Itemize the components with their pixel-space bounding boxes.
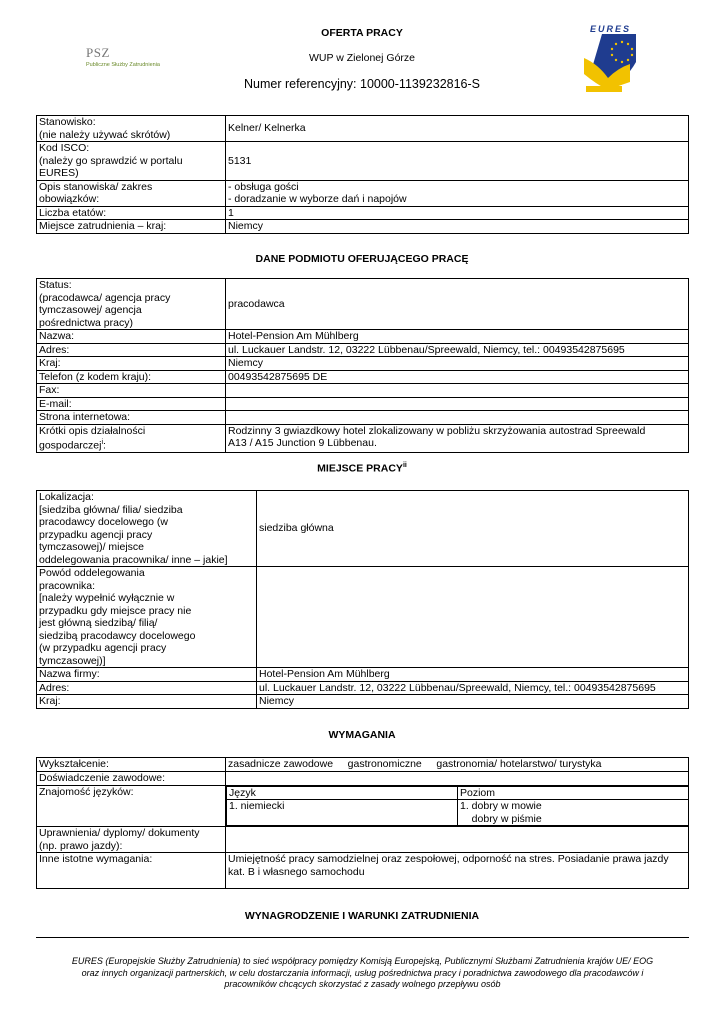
- phone-value: 00493542875695 DE: [226, 370, 689, 384]
- table-row: [37, 424, 689, 453]
- employer-address-label: Adres:: [37, 343, 226, 357]
- document-title: OFERTA PRACY: [321, 27, 403, 39]
- language-level: 1. dobry w mowie dobry w piśmie: [458, 800, 689, 826]
- languages-header-row: [227, 786, 689, 800]
- permits-value: [226, 827, 689, 853]
- position-table: [36, 115, 689, 234]
- position-label: Stanowisko: (nie należy używać skrótów): [37, 116, 226, 142]
- table-row: [37, 279, 689, 330]
- isco-label: Kod ISCO: (należy go sprawdzić w portalu EURES): [37, 142, 226, 181]
- table-row: [37, 827, 689, 853]
- employment-country-value: Niemcy: [226, 220, 689, 234]
- table-row: [37, 343, 689, 357]
- employer-name-label: Nazwa:: [37, 330, 226, 344]
- reference-number: Numer referencyjny: 10000-1139232816-S: [243, 77, 481, 91]
- fax-value: [226, 384, 689, 398]
- eures-logo-text: EURES: [590, 24, 632, 34]
- delegation-reason-value: [257, 567, 689, 668]
- location-label: Lokalizacja: [siedziba główna/ filia/ siedziba pracodawcy docelowego (w przypadku agencji pracy tymczasowej)/ miejsce oddelegowania pracownika/ inne – jakie]: [37, 491, 257, 567]
- employer-country-value: Niemcy: [226, 357, 689, 371]
- table-row: [37, 330, 689, 344]
- positions-count-label: Liczba etatów:: [37, 206, 226, 220]
- experience-label: Doświadczenie zawodowe:: [37, 772, 226, 786]
- isco-value: 5131: [226, 142, 689, 181]
- employer-table: [36, 278, 689, 453]
- permits-label: Uprawnienia/ dyplomy/ dokumenty (np. prawo jazdy):: [37, 827, 226, 853]
- employer-address-value: ul. Luckauer Landstr. 12, 03222 Lübbenau/Spreewald, Niemcy, tel.: 00493542875695: [226, 343, 689, 357]
- website-label: Strona internetowa:: [37, 411, 226, 425]
- table-row: [37, 206, 689, 220]
- table-row: [37, 384, 689, 398]
- phone-label: Telefon (z kodem kraju):: [37, 370, 226, 384]
- positions-count-value: 1: [226, 206, 689, 220]
- workplace-address-label: Adres:: [37, 681, 257, 695]
- workplace-table: [36, 490, 689, 709]
- table-row: [37, 411, 689, 425]
- table-row: [37, 758, 689, 772]
- other-requirements-value: Umiejętność pracy samodzielnej oraz zespołowej, odporność na stres. Posiadanie prawa jazdy kat. B i własnego samochodu: [226, 853, 689, 889]
- company-name-value: Hotel-Pension Am Mühlberg: [257, 668, 689, 682]
- employer-section-heading: DANE PODMIOTU OFERUJĄCEGO PRACĘ: [255, 253, 469, 265]
- language-name: 1. niemiecki: [227, 800, 458, 826]
- workplace-heading-text: MIEJSCE PRACY: [317, 462, 403, 475]
- business-description-label-suffix: :: [103, 439, 106, 452]
- location-value: siedziba główna: [257, 491, 689, 567]
- table-row: [37, 681, 689, 695]
- office-name: WUP w Zielonej Górze: [308, 52, 415, 64]
- psz-logo-name: Publiczne Służby Zatrudnienia: [86, 62, 160, 68]
- table-row: [37, 370, 689, 384]
- language-row: [227, 800, 689, 826]
- business-description-label: [37, 424, 226, 453]
- experience-value: [226, 772, 689, 786]
- delegation-reason-label: Powód oddelegowania pracownika: [należy wypełnić wyłącznie w przypadku gdy miejsce pracy nie jest główną siedzibą/ filią/ siedzibą pracodawcy docelowego (w przypadku agencji pracy tymczasowej)]: [37, 567, 257, 668]
- footnote-i: i: [101, 439, 104, 446]
- education-label: Wykształcenie:: [37, 758, 226, 772]
- table-row: [37, 785, 689, 827]
- table-row: [37, 142, 689, 181]
- table-row: [37, 357, 689, 371]
- job-description-label: Opis stanowiska/ zakres obowiązków:: [37, 180, 226, 206]
- position-value: Kelner/ Kelnerka: [226, 116, 689, 142]
- table-row: [37, 695, 689, 709]
- employment-country-label: Miejsce zatrudnienia – kraj:: [37, 220, 226, 234]
- education-value: zasadnicze zawodowe gastronomiczne gastronomia/ hotelarstwo/ turystyka: [226, 758, 689, 772]
- table-row: [37, 220, 689, 234]
- psz-logo: [86, 45, 186, 75]
- footer-divider: [36, 937, 689, 938]
- requirements-table: [36, 757, 689, 889]
- workplace-country-value: Niemcy: [257, 695, 689, 709]
- footnote-ii: ii: [402, 462, 407, 469]
- table-row: [37, 772, 689, 786]
- employer-country-label: Kraj:: [37, 357, 226, 371]
- other-requirements-label: Inne istotne wymagania:: [37, 853, 226, 889]
- business-description-label-text: Krótki opis działalności gospodarczej: [39, 424, 146, 452]
- company-name-label: Nazwa firmy:: [37, 668, 257, 682]
- status-value: pracodawca: [226, 279, 689, 330]
- eures-logo: [578, 22, 638, 94]
- languages-cell: [226, 785, 689, 827]
- level-column-header: Poziom: [458, 786, 689, 800]
- languages-label: Znajomość języków:: [37, 785, 226, 827]
- table-row: [37, 180, 689, 206]
- fax-label: Fax:: [37, 384, 226, 398]
- footer-note: EURES (Europejskie Służby Zatrudnienia) to sieć współpracy pomiędzy Komisją Europejską, Publicznymi Służbami Zatrudnienia krajów UE/ EOG oraz innych organizacji partnerskich, w celu dostarczania informacji, usług pośrednictwa pracy i poradnictwa zawodowego dla pracodawców i pracowników chcących skorzystać z zasady wolnego przepływu osób: [71, 956, 654, 989]
- email-value: [226, 397, 689, 411]
- table-row: [37, 567, 689, 668]
- workplace-country-label: Kraj:: [37, 695, 257, 709]
- business-description-value: Rodzinny 3 gwiazdkowy hotel zlokalizowany w pobliżu skrzyżowania autostrad Spreewald A13 / A15 Junction 9 Lübbenau.: [226, 424, 689, 453]
- workplace-address-value: ul. Luckauer Landstr. 12, 03222 Lübbenau/Spreewald, Niemcy, tel.: 00493542875695: [257, 681, 689, 695]
- table-row: [37, 116, 689, 142]
- status-label: Status: (pracodawca/ agencja pracy tymczasowej/ agencja pośrednictwa pracy): [37, 279, 226, 330]
- email-label: E-mail:: [37, 397, 226, 411]
- table-row: [37, 397, 689, 411]
- language-column-header: Język: [227, 786, 458, 800]
- workplace-section-heading: [0, 462, 724, 475]
- job-description-value: - obsługa gości - doradzanie w wyborze dań i napojów: [226, 180, 689, 206]
- table-row: [37, 668, 689, 682]
- salary-section-heading: WYNAGRODZENIE I WARUNKI ZATRUDNIENIA: [244, 910, 480, 922]
- requirements-section-heading: WYMAGANIA: [328, 729, 396, 741]
- table-row: [37, 853, 689, 889]
- table-row: [37, 491, 689, 567]
- psz-logo-abbr: PSZ: [86, 45, 110, 60]
- website-value: [226, 411, 689, 425]
- languages-subtable: [226, 786, 688, 827]
- employer-name-value: Hotel-Pension Am Mühlberg: [226, 330, 689, 344]
